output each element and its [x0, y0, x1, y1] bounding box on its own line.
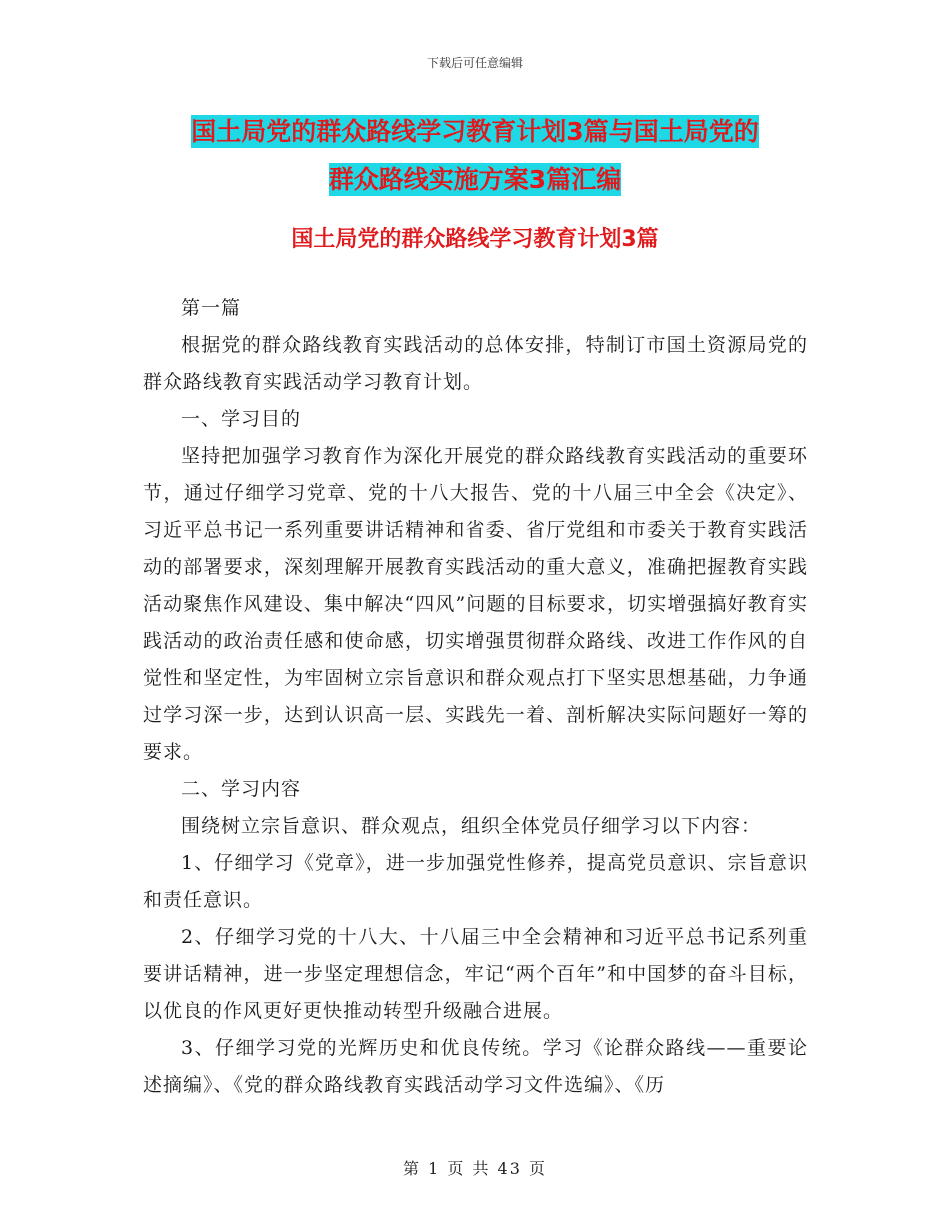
paragraph: 第一篇	[181, 297, 242, 319]
paragraph: 坚持把加强学习教育作为深化开展党的群众路线教育实践活动的重要环节，通过仔细学习党章、党的十八大报告、党的十八届三中全会《决定》、习近平总书记一系列重要讲话精神和省委、省厅党组和市委关于教育实践活动的部署要求，深刻理解开展教育实践活动的重大意义，准确把握教育实践活动聚焦作风建设、集中解决“四风”问题的目标要求，切实增强搞好教育实践活动的政治责任感和使命感，切实增强贯彻群众路线、改进工作作风的自觉性和坚定性，为牢固树立宗旨意识和群众观点打下坚实思想基础，力争通过学习深一步，达到认识高一层、实践先一着、剖析解决实际问题好一筹的要求。	[143, 445, 808, 763]
header-note: 下载后可任意编辑	[426, 56, 523, 70]
document-title	[0, 108, 950, 204]
paragraph: 二、学习内容	[181, 778, 302, 800]
document-body	[143, 290, 808, 1104]
section-title: 国土局党的群众路线学习教育计划3篇	[291, 227, 659, 252]
paragraph: 围绕树立宗旨意识、群众观点，组织全体党员仔细学习以下内容：	[181, 815, 762, 837]
paragraph: 一、学习目的	[181, 408, 302, 430]
paragraph: 3、仔细学习党的光辉历史和优良传统。学习《论群众路线——重要论述摘编》、《党的群众路线教育实践活动学习文件选编》、《历	[143, 1037, 808, 1096]
paragraph: 根据党的群众路线教育实践活动的总体安排，特制订市国土资源局党的群众路线教育实践活动学习教育计划。	[143, 334, 808, 393]
paragraph: 2、仔细学习党的十八大、十八届三中全会精神和习近平总书记系列重要讲话精神，进一步坚定理想信念，牢记“两个百年”和中国梦的奋斗目标，以优良的作风更好更快推动转型升级融合进展。	[143, 926, 808, 1022]
paragraph: 1、仔细学习《党章》，进一步加强党性修养，提高党员意识、宗旨意识和责任意识。	[143, 852, 808, 911]
document-title-line-1: 国土局党的群众路线学习教育计划3篇与国土局党的	[191, 117, 759, 146]
page-number-footer: 第 1 页 共 43 页	[403, 1159, 547, 1178]
document-title-line-2: 群众路线实施方案3篇汇编	[328, 165, 622, 194]
